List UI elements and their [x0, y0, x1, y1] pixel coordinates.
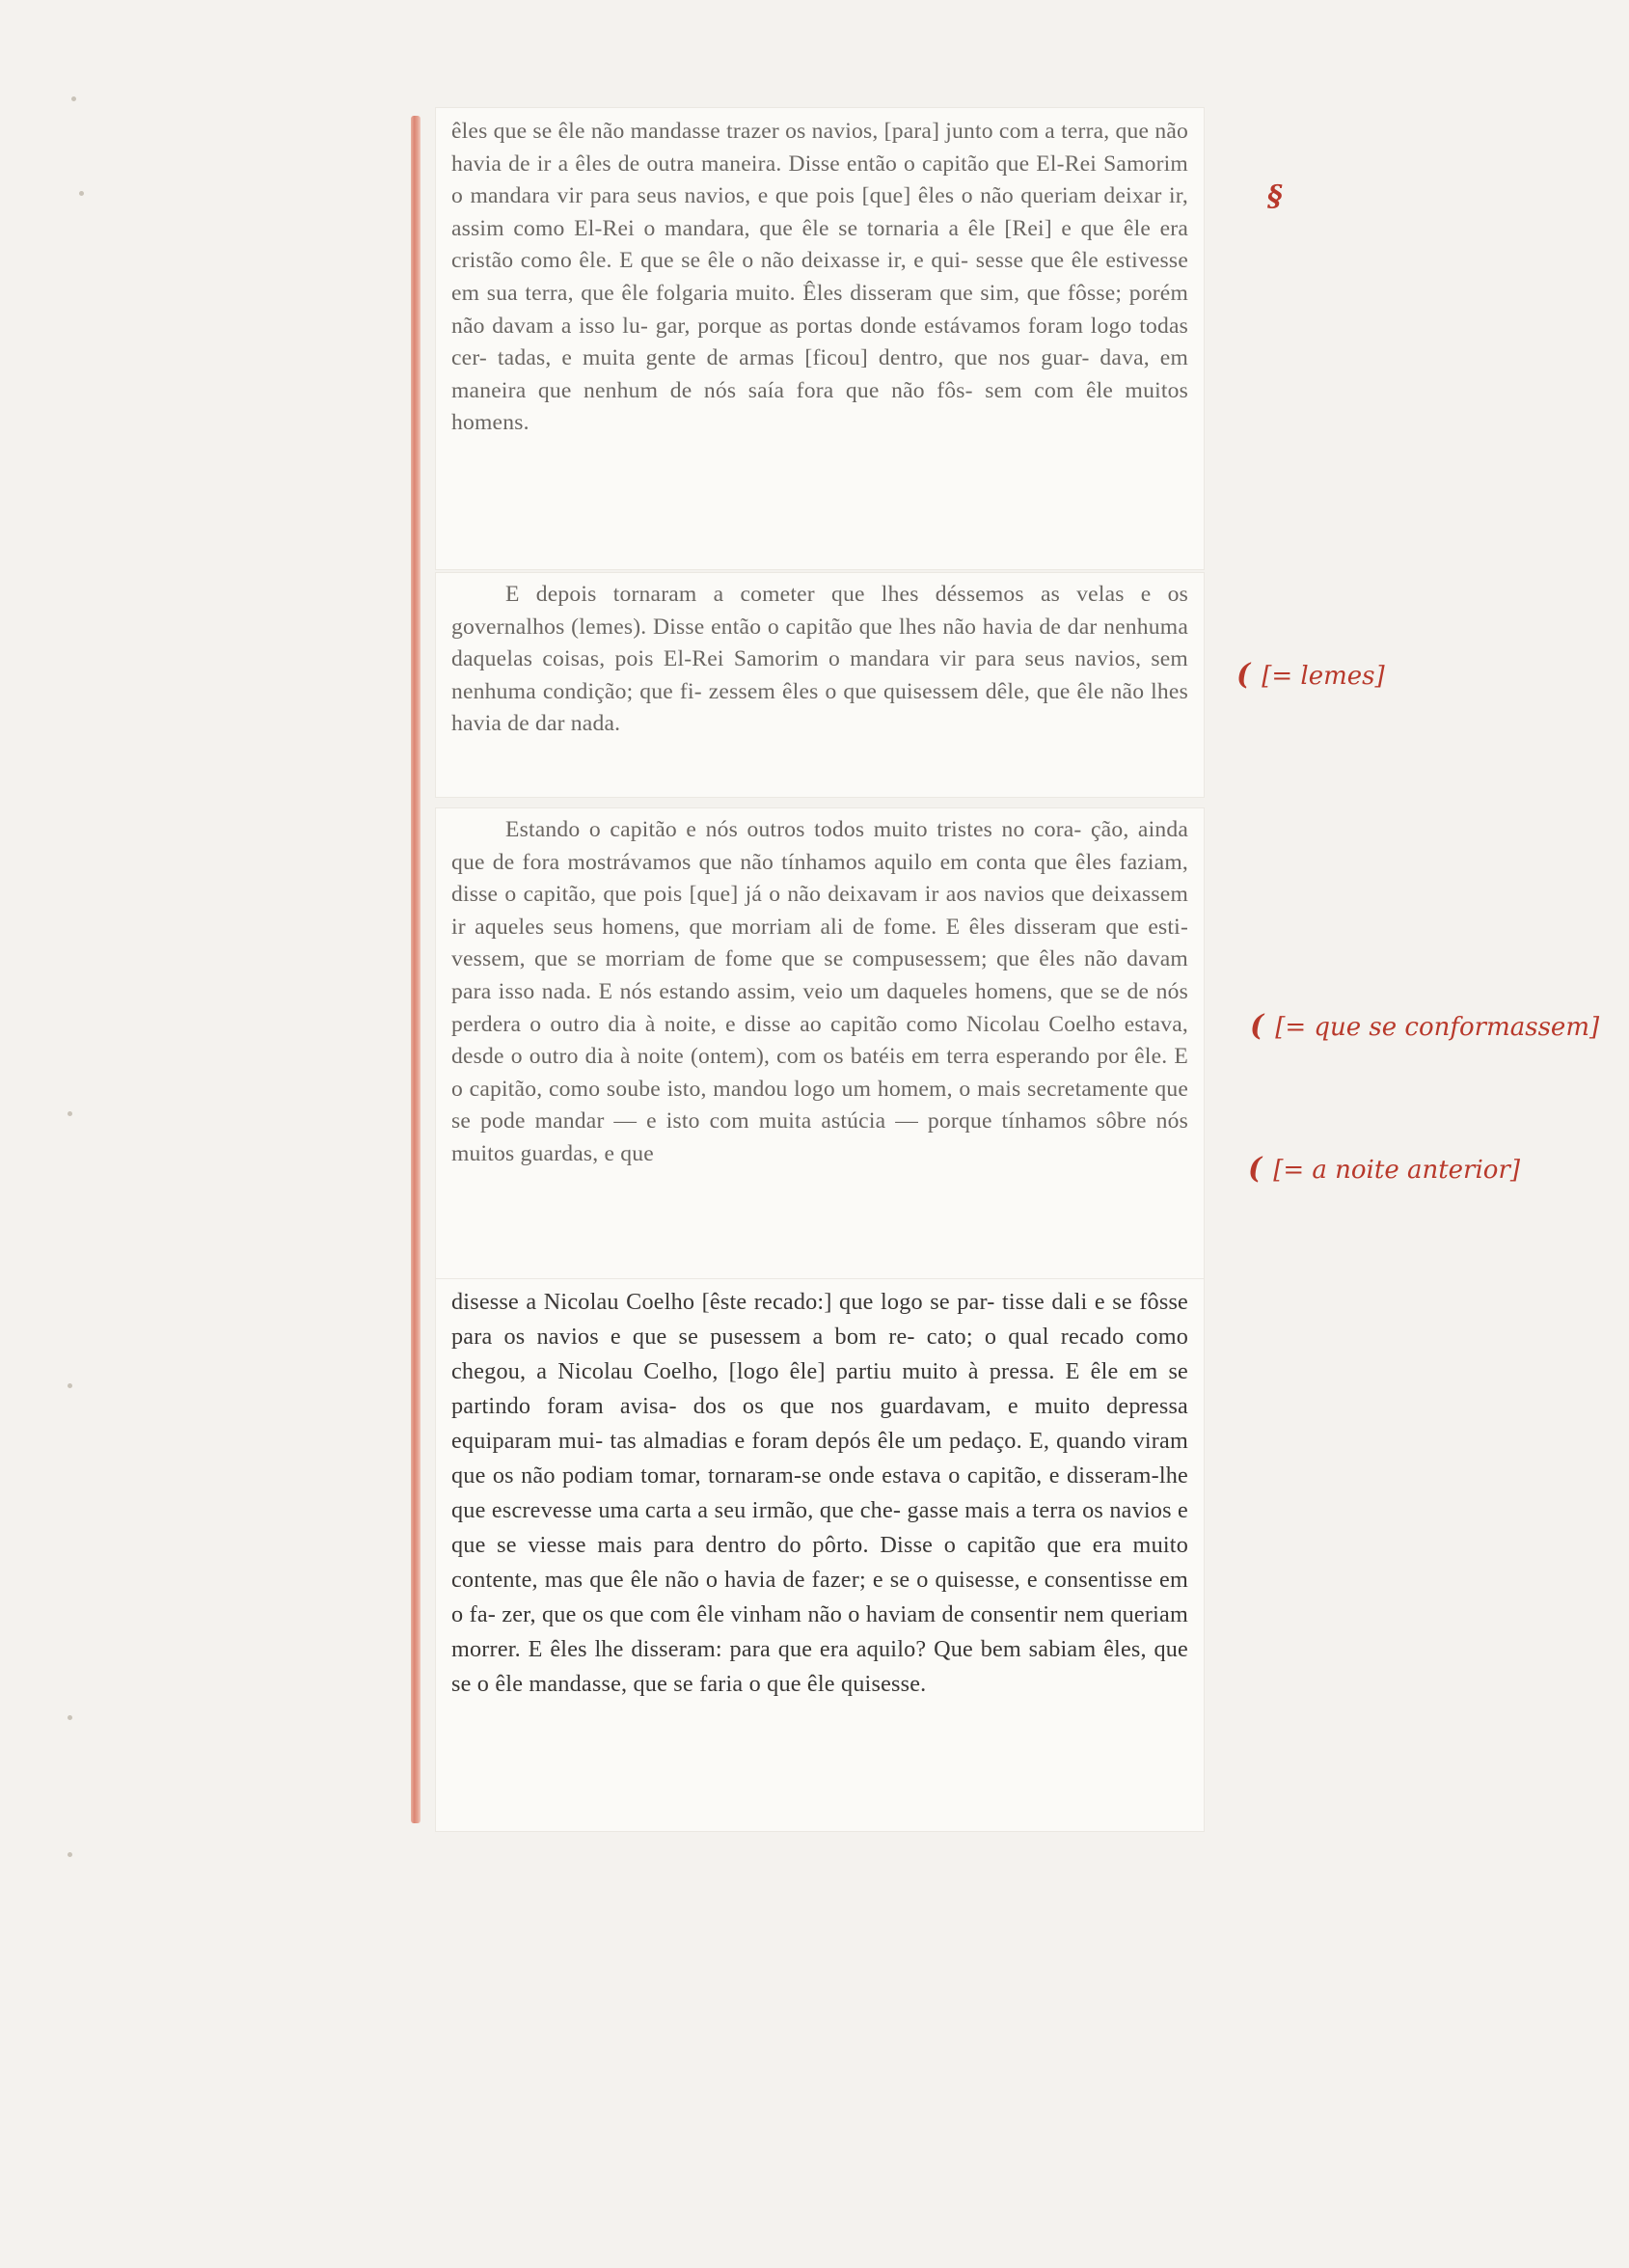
text-clipping-bottom — [436, 1279, 1204, 1831]
text-clipping-mid — [436, 573, 1204, 797]
annotation-conformassem-mark: ( — [1250, 1009, 1264, 1043]
paper-speck — [68, 1111, 72, 1116]
annotation-lemes — [1236, 658, 1385, 692]
paragraph-3: Estando o capitão e nós outros todos muito tristes no cora- ção, ainda que de fora mostrávamos que não tínhamos aquilo em conta que êles faziam, disse o capitão, que pois [que] já o não deixavam ir aos navios que deixassem ir aqueles seus homens, que morriam ali de fome. E êles disseram que esti- vessem, que se morriam de fome que se compusessem; que êles não davam para isso nada. E nós estando assim, veio um daqueles homens, que se de nós perdera o outro dia à noite, e disse ao capitão como Nicolau Coelho estava, desde o outro dia à noite (ontem), com os batéis em terra esperando por êle. E o capitão, como soube isto, mandou logo um homem, o mais secretamente que se pode mandar — e isto com muita astúcia — porque tínhamos sôbre nós muitos guardas, e que — [451, 817, 1188, 1166]
text-clipping-low — [436, 808, 1204, 1281]
paper-speck — [79, 191, 84, 196]
annotation-lemes-text: [= lemes] — [1262, 662, 1385, 691]
paper-speck — [68, 1852, 72, 1857]
section-mark: § — [1267, 179, 1283, 213]
paragraph-2: E depois tornaram a cometer que lhes déssemos as velas e os governalhos (lemes). Disse então o capitão que lhes não havia de dar nenhuma daquelas coisas, pois El-Rei Samorim o mandara vir para seus navios, sem nenhuma condição; que fi- zessem êles o que quisessem dêle, que êle não lhes havia de dar nada. — [451, 582, 1188, 737]
annotation-noite-anterior-mark: ( — [1248, 1152, 1262, 1186]
paper-speck — [68, 1383, 72, 1388]
text-clipping-top — [436, 108, 1204, 569]
annotation-lemes-mark: ( — [1236, 658, 1251, 692]
paragraph-4: disesse a Nicolau Coelho [êste recado:] que logo se par- tisse dali e se fôsse para os navios e que se pusessem a bom re- cato; o qual recado como chegou, a Nicolau Coelho, [logo êle] partiu muito à pressa. E êle em se partindo foram avisa- dos os que nos guardavam, e muito depressa equiparam mui- tas almadias e foram depós êle um pedaço. E, quando viram que os não podiam tomar, tornaram-se onde estava o capitão, e disseram-lhe que escrevesse uma carta a seu irmão, que che- gasse mais a terra os navios e que se viesse mais para dentro do pôrto. Disse o capitão que era muito contente, mas que êle não o havia de fazer; e se o quisesse, e consentisse em o fa- zer, que os que com êle vinham não o haviam de consentir nem queriam morrer. E êles lhe disseram: para que era aquilo? Que bem sabiam êles, que se o êle mandasse, que se faria o que êle quisesse. — [451, 1289, 1188, 1697]
paper-speck — [68, 1715, 72, 1720]
paragraph-1: êles que se êle não mandasse trazer os navios, [para] junto com a terra, que não havia de ir a êles de outra maneira. Disse então o capitão que El-Rei Samorim o mandara vir para seus navios, e que pois [que] êles o não queriam deixar ir, assim como El-Rei o mandara, que êle se tornaria a êle [Rei] e que êle era cristão como êle. E que se êle o não deixasse ir, e qui- sesse que êle estivesse em sua terra, que êle folgaria muito. Êles disseram que sim, que fôsse; porém não davam a isso lu- gar, porque as portas donde estávamos foram logo todas cer- tadas, e muita gente de armas [ficou] dentro, que nos guar- dava, em maneira que nenhum de nós saía fora que não fôs- sem com êle muitos homens. — [451, 119, 1188, 436]
red-pencil-margin-line — [411, 116, 421, 1823]
annotation-noite-anterior — [1248, 1152, 1520, 1186]
paper-speck — [71, 96, 76, 101]
annotation-noite-anterior-text: [= a noite anterior] — [1273, 1156, 1521, 1185]
annotation-conformassem-text: [= que se conformassem] — [1275, 1013, 1600, 1042]
section-mark-annotation — [1267, 179, 1294, 213]
annotation-conformassem — [1250, 1009, 1599, 1043]
